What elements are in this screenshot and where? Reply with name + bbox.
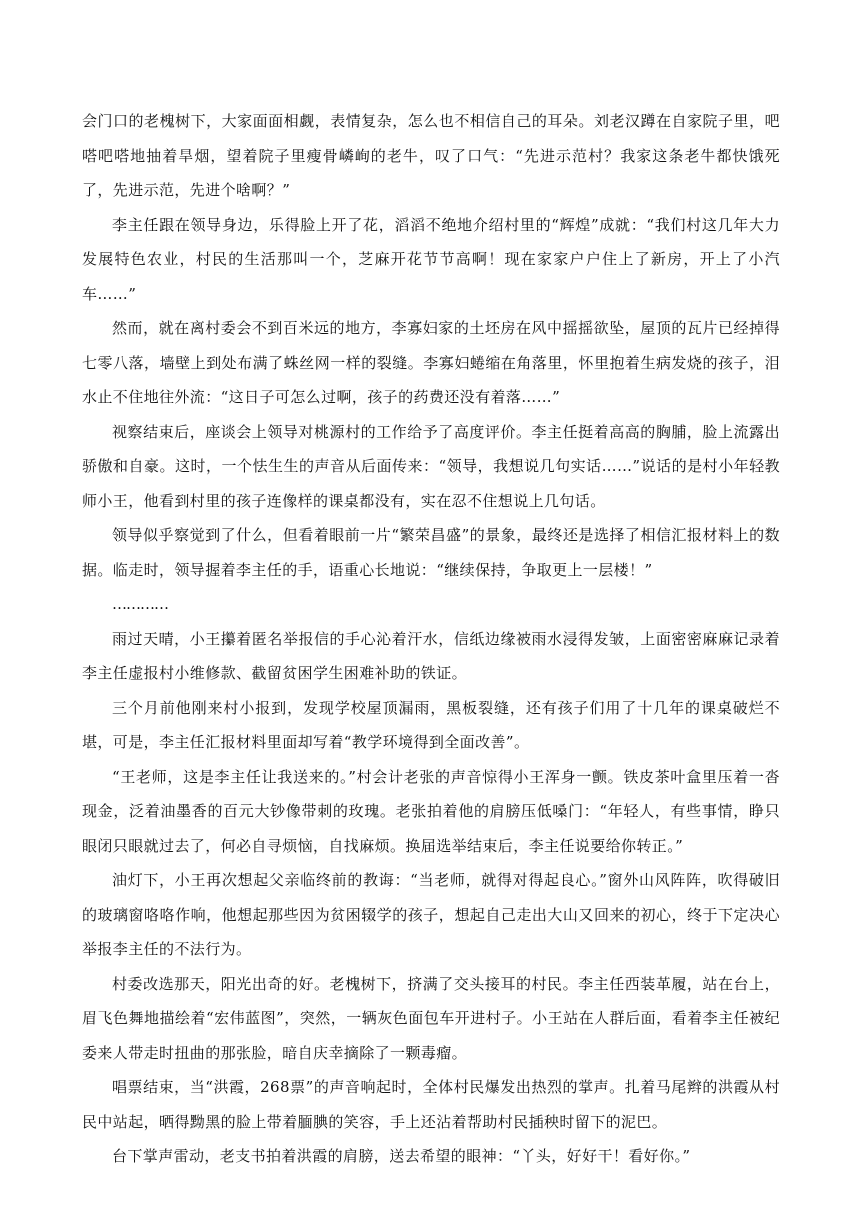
paragraph-4: 视察结束后，座谈会上领导对桃源村的工作给予了高度评价。李主任挺着高高的胸脯，脸上流露出骄傲和自豪。这时，一个怯生生的声音从后面传来：“领导，我想说几句实话……”说话的是村小年轻教师小王，他看到村里的孩子连像样的课桌都没有，实在忍不住想说上几句话。 <box>82 422 780 510</box>
ellipsis-separator: ………… <box>112 595 168 613</box>
paragraph-2: 李主任跟在领导身边，乐得脸上开了花，滔滔不绝地介绍村里的“辉煌”成就：“我们村这几年大力发展特色农业，村民的生活那叫一个，芝麻开花节节高啊！现在家家户户住上了新房，开上了小汽车……” <box>82 215 780 303</box>
paragraph-6: 雨过天晴，小王攥着匿名举报信的手心沁着汗水，信纸边缘被雨水浸得发皱，上面密密麻麻记录着李主任虚报村小维修款、截留贫困学生困难补助的铁证。 <box>82 629 780 682</box>
paragraph-8: “王老师，这是李主任让我送来的。”村会计老张的声音惊得小王浑身一颤。铁皮茶叶盒里压着一沓现金，泛着油墨香的百元大钞像带刺的玫瑰。老张拍着他的肩膀压低嗓门：“年轻人，有些事情，睁只眼闭只眼就过去了，何必自寻烦恼，自找麻烦。换届选举结束后，李主任说要给你转正。” <box>82 767 780 855</box>
paragraph-9: 油灯下，小王再次想起父亲临终前的教诲：“当老师，就得对得起良心。”窗外山风阵阵，吹得破旧的玻璃窗咯咯作响，他想起那些因为贫困辍学的孩子，想起自己走出大山又回来的初心，终于下定决心举报李主任的不法行为。 <box>82 871 780 958</box>
paragraph-3: 然而，就在离村委会不到百米远的地方，李寡妇家的土坯房在风中摇摇欲坠，屋顶的瓦片已经掉得七零八落，墙壁上到处布满了蛛丝网一样的裂缝。李寡妇蜷缩在角落里，怀里抱着生病发烧的孩子，泪水止不住地往外流：“这日子可怎么过啊，孩子的药费还没有着落……” <box>82 319 780 406</box>
paragraph-10: 村委改选那天，阳光出奇的好。老槐树下，挤满了交头接耳的村民。李主任西装革履，站在台上，眉飞色舞地描绘着“宏伟蓝图”，突然，一辆灰色面包车开进村子。小王站在人群后面，看着李主任被纪委来人带走时扭曲的那张脸，暗自庆幸摘除了一颗毒瘤。 <box>82 974 780 1062</box>
paragraph-12: 台下掌声雷动，老支书拍着洪霞的肩膀，送去希望的眼神：“丫头，好好干！看好你。” <box>112 1147 691 1165</box>
paragraph-1: 会门口的老槐树下，大家面面相觑，表情复杂，怎么也不相信自己的耳朵。刘老汉蹲在自家院子里，吧嗒吧嗒地抽着旱烟，望着院子里瘦骨嶙峋的老牛，叹了口气：“先进示范村？我家这条老牛都快饿死了，先进示范，先进个啥啊？” <box>82 112 780 199</box>
paragraph-5: 领导似乎察觉到了什么，但看着眼前一片“繁荣昌盛”的景象，最终还是选择了相信汇报材料上的数据。临走时，领导握着李主任的手，语重心长地说：“继续保持，争取更上一层楼！” <box>82 526 780 579</box>
paragraph-11: 唱票结束，当“洪霞，268票”的声音响起时，全体村民爆发出热烈的掌声。扎着马尾辫的洪霞从村民中站起，晒得黝黑的脸上带着腼腆的笑容，手上还沾着帮助村民插秧时留下的泥巴。 <box>82 1078 780 1131</box>
paragraph-7: 三个月前他刚来村小报到，发现学校屋顶漏雨，黑板裂缝，还有孩子们用了十几年的课桌破烂不堪，可是，李主任汇报材料里面却写着“教学环境得到全面改善”。 <box>82 698 780 751</box>
